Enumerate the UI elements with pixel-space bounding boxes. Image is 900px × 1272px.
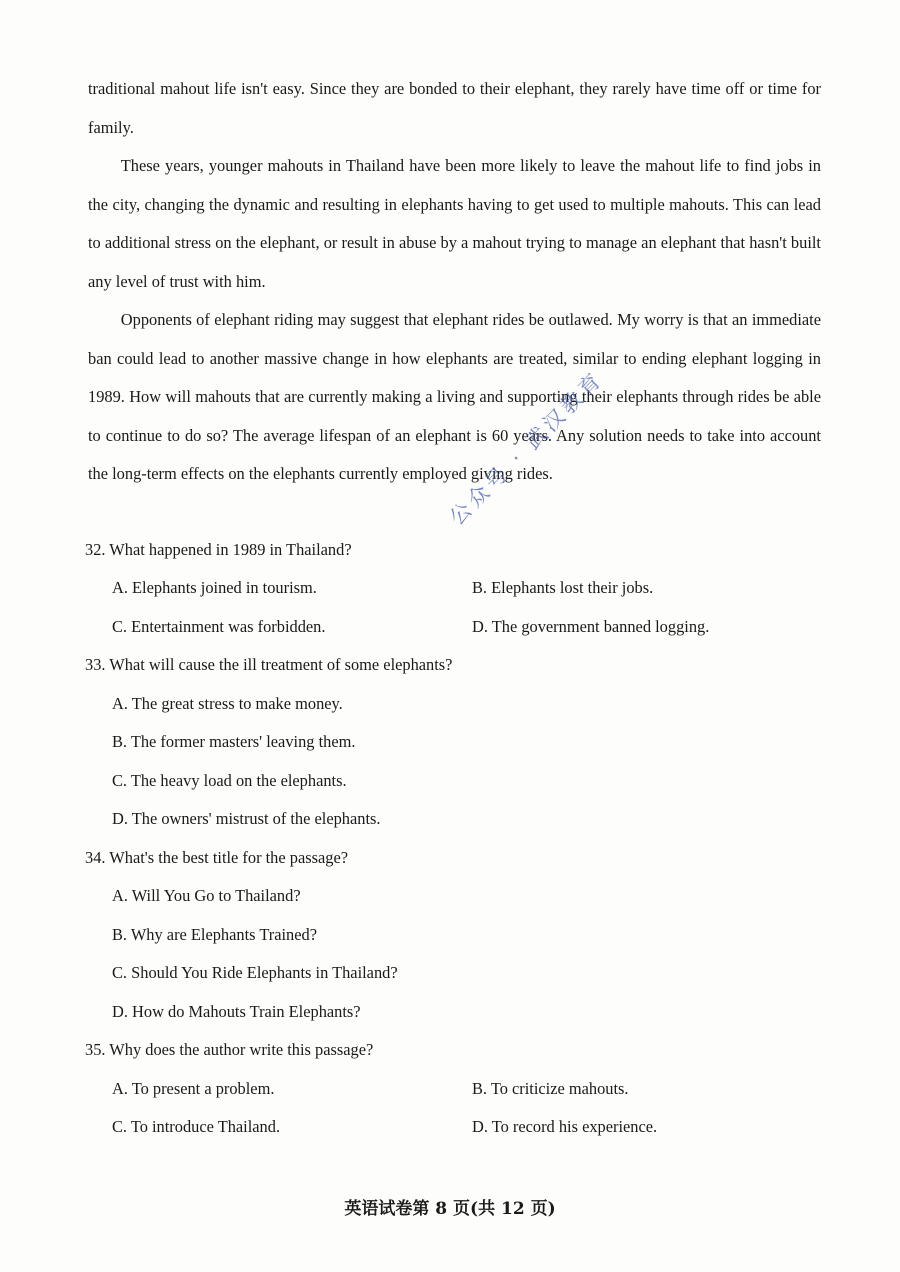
question-32-option-c: C. Entertainment was forbidden. [112, 617, 326, 636]
question-34-option-a: A. Will You Go to Thailand? [112, 886, 301, 905]
question-35-option-c: C. To introduce Thailand. [112, 1117, 281, 1136]
question-35-option-b: B. To criticize mahouts. [472, 1079, 629, 1098]
passage-paragraph-2: These years, younger mahouts in Thailand have been more likely to leave the mahout life to find jobs in the city, changing the dynamic and resulting in elephants having to get used to multiple mahouts. This can lead to additional stress on the elephant, or result in abuse by a mahout trying to manage an elephant that hasn't built any level of trust with him. [88, 156, 821, 291]
question-33-option-c: C. The heavy load on the elephants. [112, 771, 347, 790]
question-34-stem: 34. What's the best title for the passage? [85, 848, 349, 867]
question-34-option-c: C. Should You Ride Elephants in Thailand? [112, 963, 398, 982]
question-34-option-d: D. How do Mahouts Train Elephants? [112, 1002, 361, 1021]
question-33-option-d: D. The owners' mistrust of the elephants. [112, 809, 381, 828]
watermark-stamp [372, 366, 609, 630]
question-32-option-d: D. The government banned logging. [472, 617, 710, 636]
watermark-text: 公众号 · 武汉教育 [444, 366, 609, 530]
page-footer: 英语试卷第 8 页(共 12 页) [344, 1199, 556, 1219]
question-33-stem: 33. What will cause the ill treatment of some elephants? [85, 655, 453, 674]
question-35-option-a: A. To present a problem. [112, 1079, 275, 1098]
question-32-option-b: B. Elephants lost their jobs. [472, 578, 654, 597]
question-32-option-a: A. Elephants joined in tourism. [112, 578, 317, 597]
question-34-option-b: B. Why are Elephants Trained? [112, 925, 317, 944]
passage-paragraph-1: traditional mahout life isn't easy. Since they are bonded to their elephant, they rarely have time off or time for family. [88, 79, 821, 137]
question-33-option-b: B. The former masters' leaving them. [112, 732, 356, 751]
passage-paragraph-3: Opponents of elephant riding may suggest that elephant rides be outlawed. My worry is that an immediate ban could lead to another massive change in how elephants are treated, similar to ending elephant logging in 1989. How will mahouts that are currently making a living and supporting their elephants through rides be able to continue to do so? The average lifespan of an elephant is 60 years. Any solution needs to take into account the long-term effects on the elephants currently employed giving rides. [88, 310, 821, 484]
question-35-stem: 35. Why does the author write this passage? [85, 1040, 374, 1059]
question-35-option-d: D. To record his experience. [472, 1117, 658, 1136]
question-32-stem: 32. What happened in 1989 in Thailand? [85, 540, 352, 559]
question-33-option-a: A. The great stress to make money. [112, 694, 343, 713]
